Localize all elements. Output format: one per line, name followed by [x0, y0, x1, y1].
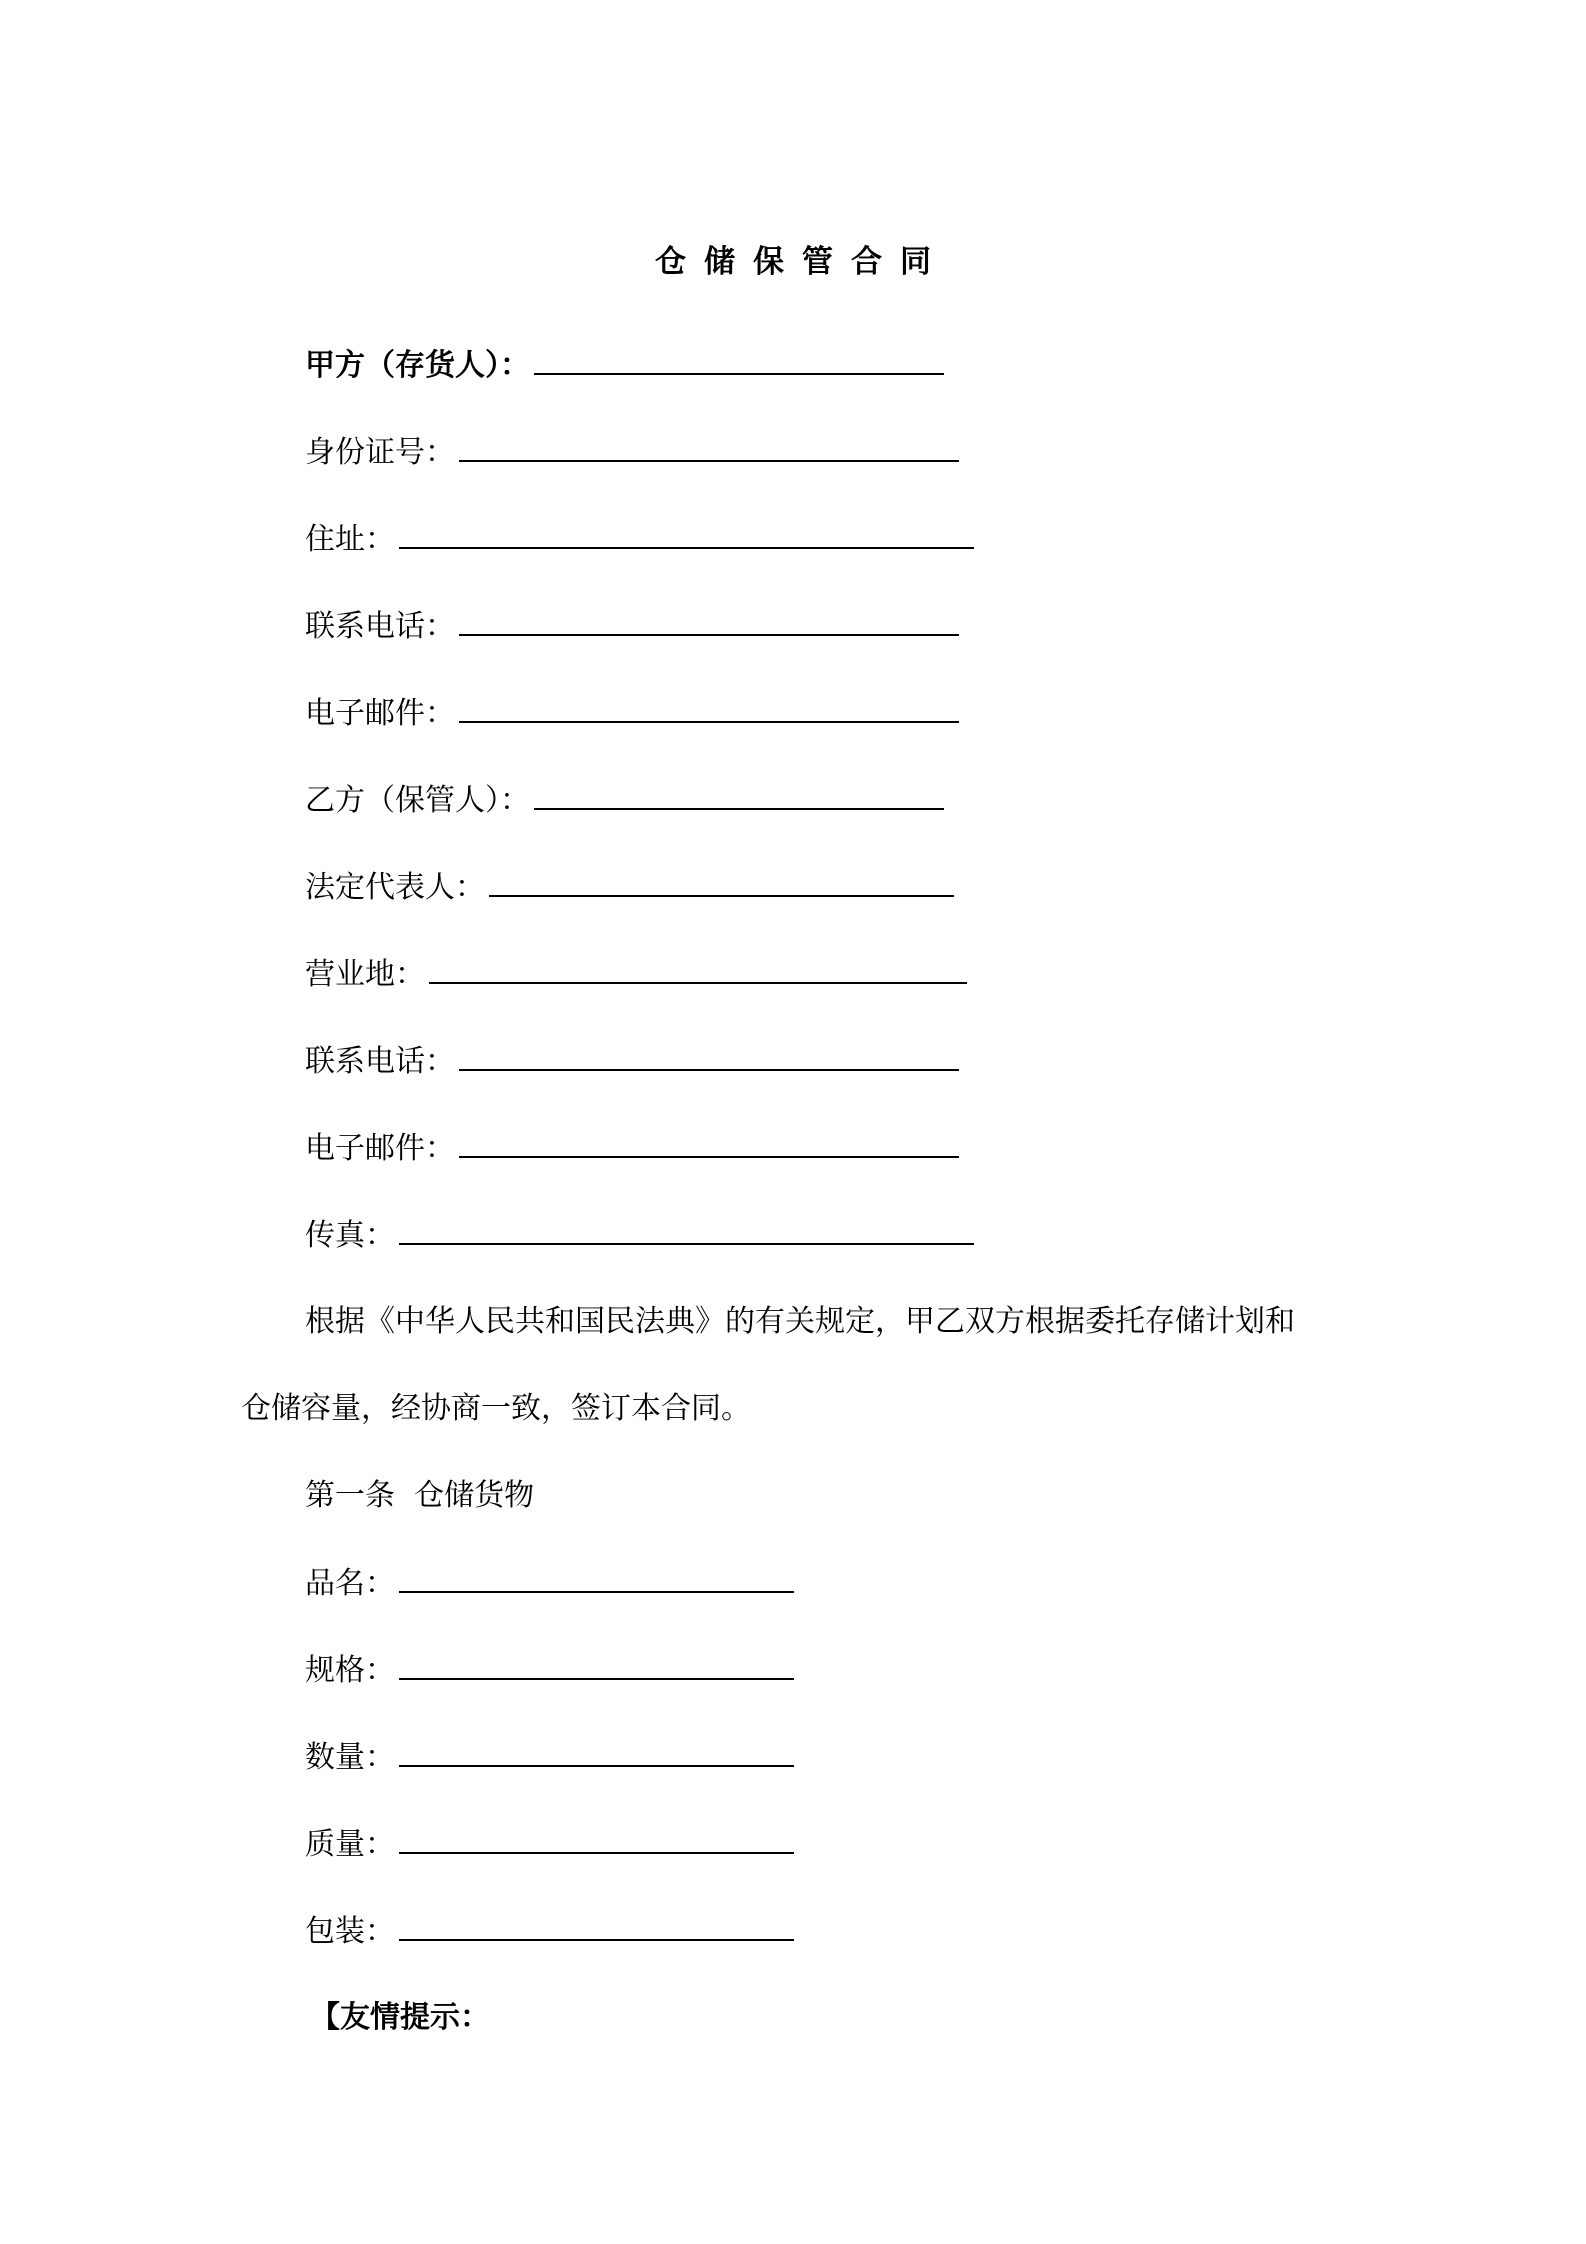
fax-label: 传真：	[305, 1218, 395, 1253]
spec-blank[interactable]	[399, 1648, 794, 1680]
quantity-blank[interactable]	[399, 1735, 794, 1767]
quality-label: 质量：	[305, 1827, 395, 1862]
fax-line	[305, 1213, 974, 1258]
party-b-email-label: 电子邮件：	[305, 1131, 455, 1166]
party-a-email-label: 电子邮件：	[305, 696, 455, 731]
party-b-phone-line	[305, 1039, 959, 1084]
package-line	[305, 1909, 794, 1954]
party-b-line	[305, 778, 944, 823]
address-line	[305, 517, 974, 562]
spec-label: 规格：	[305, 1653, 395, 1688]
legal-rep-label: 法定代表人：	[305, 870, 485, 905]
quality-blank[interactable]	[399, 1822, 794, 1854]
legal-rep-line	[305, 865, 954, 910]
business-place-line	[305, 952, 967, 997]
spec-line	[305, 1648, 794, 1693]
address-label: 住址：	[305, 522, 395, 557]
tip-label: 【友情提示：	[310, 2000, 490, 2035]
business-place-blank[interactable]	[429, 952, 967, 984]
quantity-label: 数量：	[305, 1740, 395, 1775]
party-b-email-line	[305, 1126, 959, 1171]
party-a-blank[interactable]	[534, 343, 944, 375]
party-b-phone-blank[interactable]	[459, 1039, 959, 1071]
party-a-phone-line	[305, 604, 959, 649]
party-a-phone-blank[interactable]	[459, 604, 959, 636]
quantity-line	[305, 1735, 794, 1780]
id-number-blank[interactable]	[459, 430, 959, 462]
package-label: 包装：	[305, 1914, 395, 1949]
party-a-line	[305, 343, 944, 388]
id-number-label: 身份证号：	[305, 435, 455, 470]
quality-line	[305, 1822, 794, 1867]
preamble-line-2: 仓储容量，经协商一致，签订本合同。	[241, 1391, 751, 1426]
party-a-phone-label: 联系电话：	[305, 609, 455, 644]
product-name-line	[305, 1561, 794, 1606]
fax-blank[interactable]	[399, 1213, 974, 1245]
party-a-label: 甲方（存货人）：	[305, 348, 530, 383]
party-a-email-blank[interactable]	[459, 691, 959, 723]
product-name-blank[interactable]	[399, 1561, 794, 1593]
business-place-label: 营业地：	[305, 957, 425, 992]
article-1-heading: 第一条 仓储货物	[305, 1478, 535, 1513]
product-name-label: 品名：	[305, 1566, 395, 1601]
party-b-label: 乙方（保管人）：	[305, 783, 530, 818]
party-b-blank[interactable]	[534, 778, 944, 810]
legal-rep-blank[interactable]	[489, 865, 954, 897]
party-b-email-blank[interactable]	[459, 1126, 959, 1158]
preamble-line-1: 根据《中华人民共和国民法典》的有关规定，甲乙双方根据委托存储计划和	[305, 1304, 1295, 1339]
party-a-email-line	[305, 691, 959, 736]
id-number-line	[305, 430, 959, 475]
address-blank[interactable]	[399, 517, 974, 549]
party-b-phone-label: 联系电话：	[305, 1044, 455, 1079]
document-title: 仓储保管合同	[655, 244, 949, 280]
package-blank[interactable]	[399, 1909, 794, 1941]
